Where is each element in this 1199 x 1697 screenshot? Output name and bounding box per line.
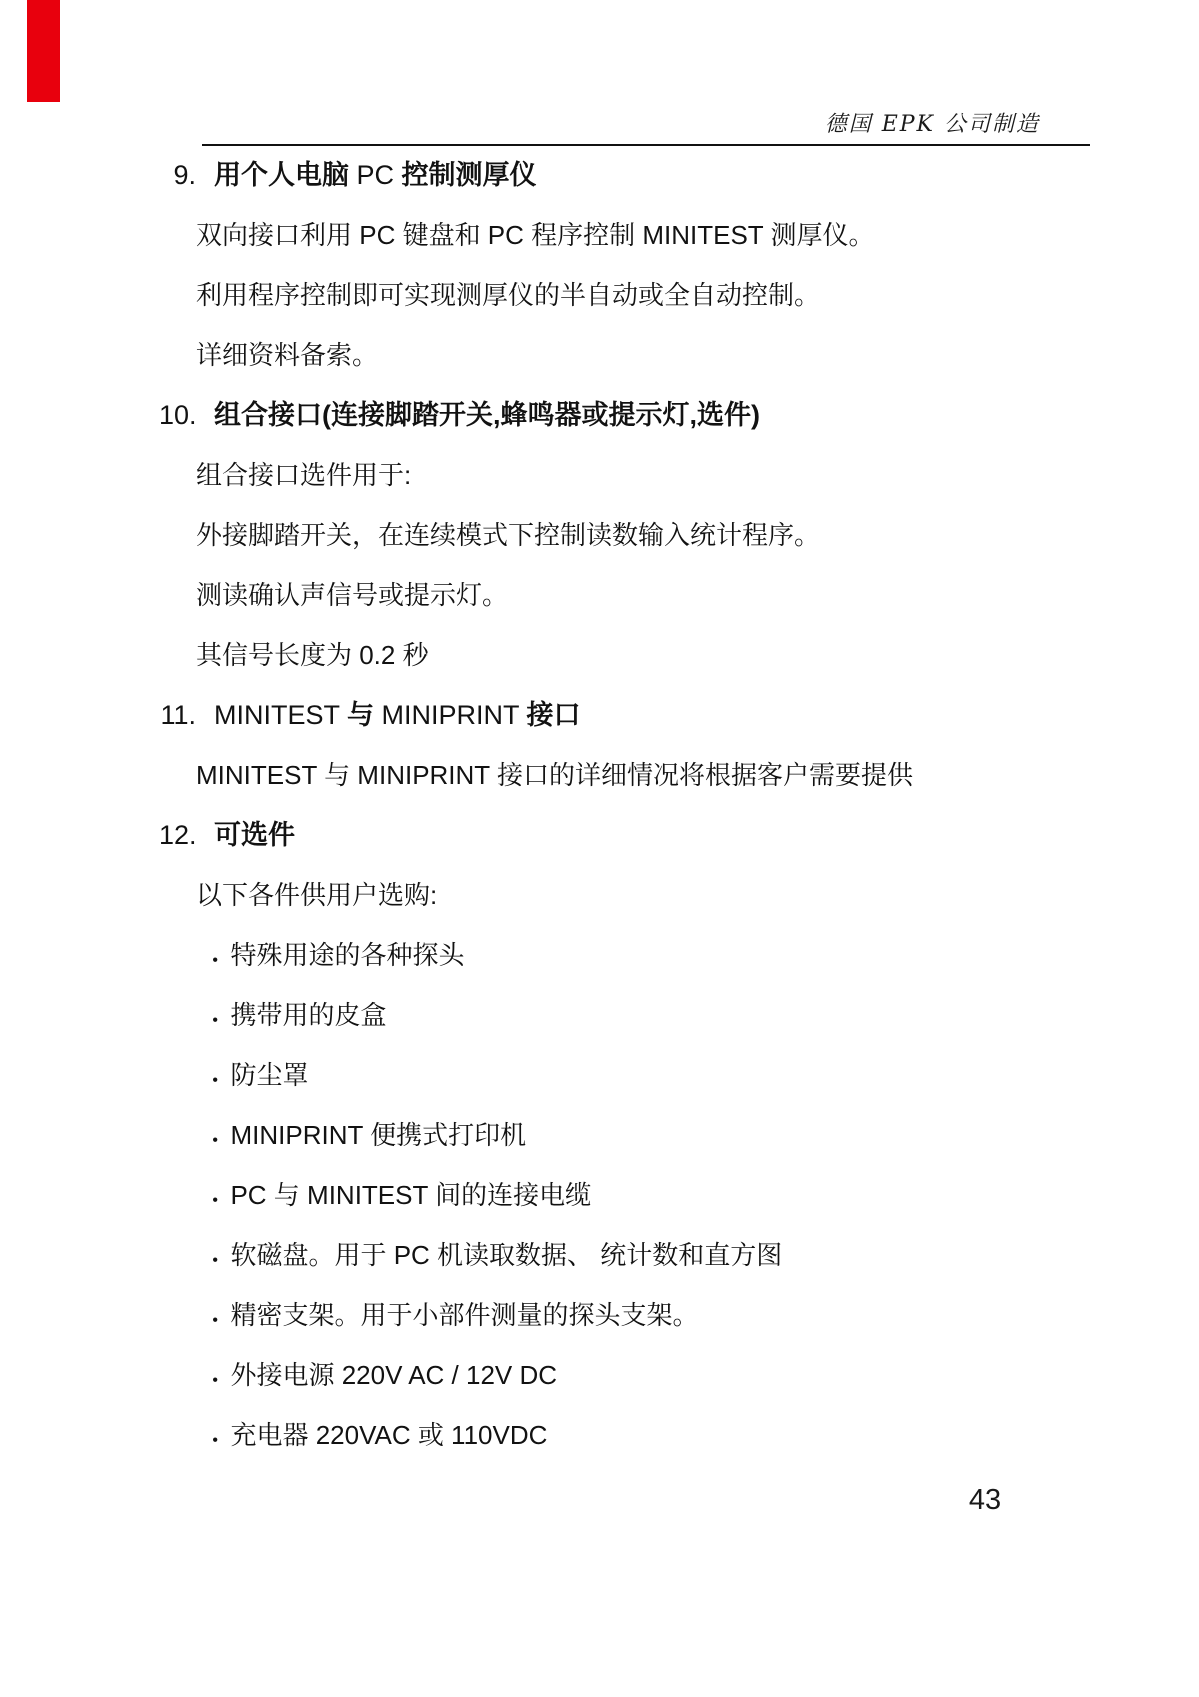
- bullet-text: MINIPRINT 便携式打印机: [230, 1120, 527, 1150]
- section-title-part: 接口: [526, 700, 581, 730]
- section-heading-9: [0, 145, 1199, 205]
- paragraph-line: 以下各件供用户选购:: [196, 880, 438, 910]
- bullet-item: [0, 925, 1199, 985]
- bullet-text: PC 与 MINITEST 间的连接电缆: [230, 1180, 592, 1210]
- section-title-part: 可选件: [214, 820, 295, 850]
- section-title-part: 用个人电脑: [214, 160, 357, 190]
- bullet-item: [0, 1345, 1199, 1405]
- paragraph-line: 详细资料备索。: [196, 340, 379, 370]
- paragraph-line: MINITEST 与 MINIPRINT 接口的详细情况将根据客户需要提供: [196, 760, 913, 790]
- bullet-item: [0, 1405, 1199, 1465]
- section-title-part: 组合接口(连接脚踏开关,蜂鸣器或提示灯,选件): [214, 400, 760, 430]
- bullet-text: 软磁盘。用于 PC 机读取数据、 统计数和直方图: [230, 1240, 783, 1270]
- red-bookmark-mark: [27, 0, 60, 102]
- bullet-item: [0, 1045, 1199, 1105]
- bullet-dot-icon: ●: [212, 1193, 219, 1205]
- bullet-dot-icon: ●: [212, 1433, 219, 1445]
- bullet-dot-icon: ●: [212, 1253, 219, 1265]
- section-title-part: 与: [347, 700, 382, 730]
- bullet-dot-icon: ●: [212, 1313, 219, 1325]
- section-number: 10.: [159, 400, 197, 430]
- bullet-dot-icon: ●: [212, 953, 219, 965]
- bullet-text: 精密支架。用于小部件测量的探头支架。: [230, 1300, 699, 1330]
- bullet-text: 特殊用途的各种探头: [230, 940, 465, 970]
- bullet-text: 携带用的皮盒: [230, 1000, 387, 1030]
- bullet-item: [0, 1165, 1199, 1225]
- paragraph-line: 利用程序控制即可实现测厚仪的半自动或全自动控制。: [196, 280, 821, 310]
- section-title-part: MINITEST: [214, 700, 348, 730]
- section-heading-10: [0, 385, 1199, 445]
- paragraph-line: 测读确认声信号或提示灯。: [196, 580, 509, 610]
- bullet-item: [0, 1225, 1199, 1285]
- page-number: 43: [968, 1484, 1002, 1516]
- bullet-text: 防尘罩: [230, 1060, 309, 1090]
- page-content: [0, 145, 1199, 1465]
- bullet-item: [0, 985, 1199, 1045]
- section-title-part: PC: [356, 160, 402, 190]
- section-number: 11.: [160, 700, 196, 730]
- bullet-text: 充电器 220VAC 或 110VDC: [230, 1420, 548, 1450]
- paragraph-line: 其信号长度为 0.2 秒: [196, 640, 429, 670]
- bullet-dot-icon: ●: [212, 1013, 219, 1025]
- section-title-part: 控制测厚仪: [401, 160, 537, 190]
- bullet-item: [0, 1105, 1199, 1165]
- bullet-dot-icon: ●: [212, 1073, 219, 1085]
- paragraph-line: 双向接口利用 PC 键盘和 PC 程序控制 MINITEST 测厚仪。: [196, 220, 875, 250]
- bullet-text: 外接电源 220V AC / 12V DC: [230, 1360, 558, 1390]
- section-title-part: MINIPRINT: [381, 700, 527, 730]
- section-number: 9.: [173, 160, 196, 190]
- bullet-dot-icon: ●: [212, 1373, 219, 1385]
- section-heading-12: [0, 805, 1199, 865]
- paragraph-line: 外接脚踏开关，在连续模式下控制读数输入统计程序。: [196, 520, 821, 550]
- page-header-manufacturer: 德国 EPK 公司制造: [824, 112, 1040, 137]
- section-number: 12.: [159, 820, 197, 850]
- bullet-item: [0, 1285, 1199, 1345]
- section-heading-11: [0, 685, 1199, 745]
- bullet-dot-icon: ●: [212, 1133, 219, 1145]
- paragraph-line: 组合接口选件用于:: [196, 460, 412, 490]
